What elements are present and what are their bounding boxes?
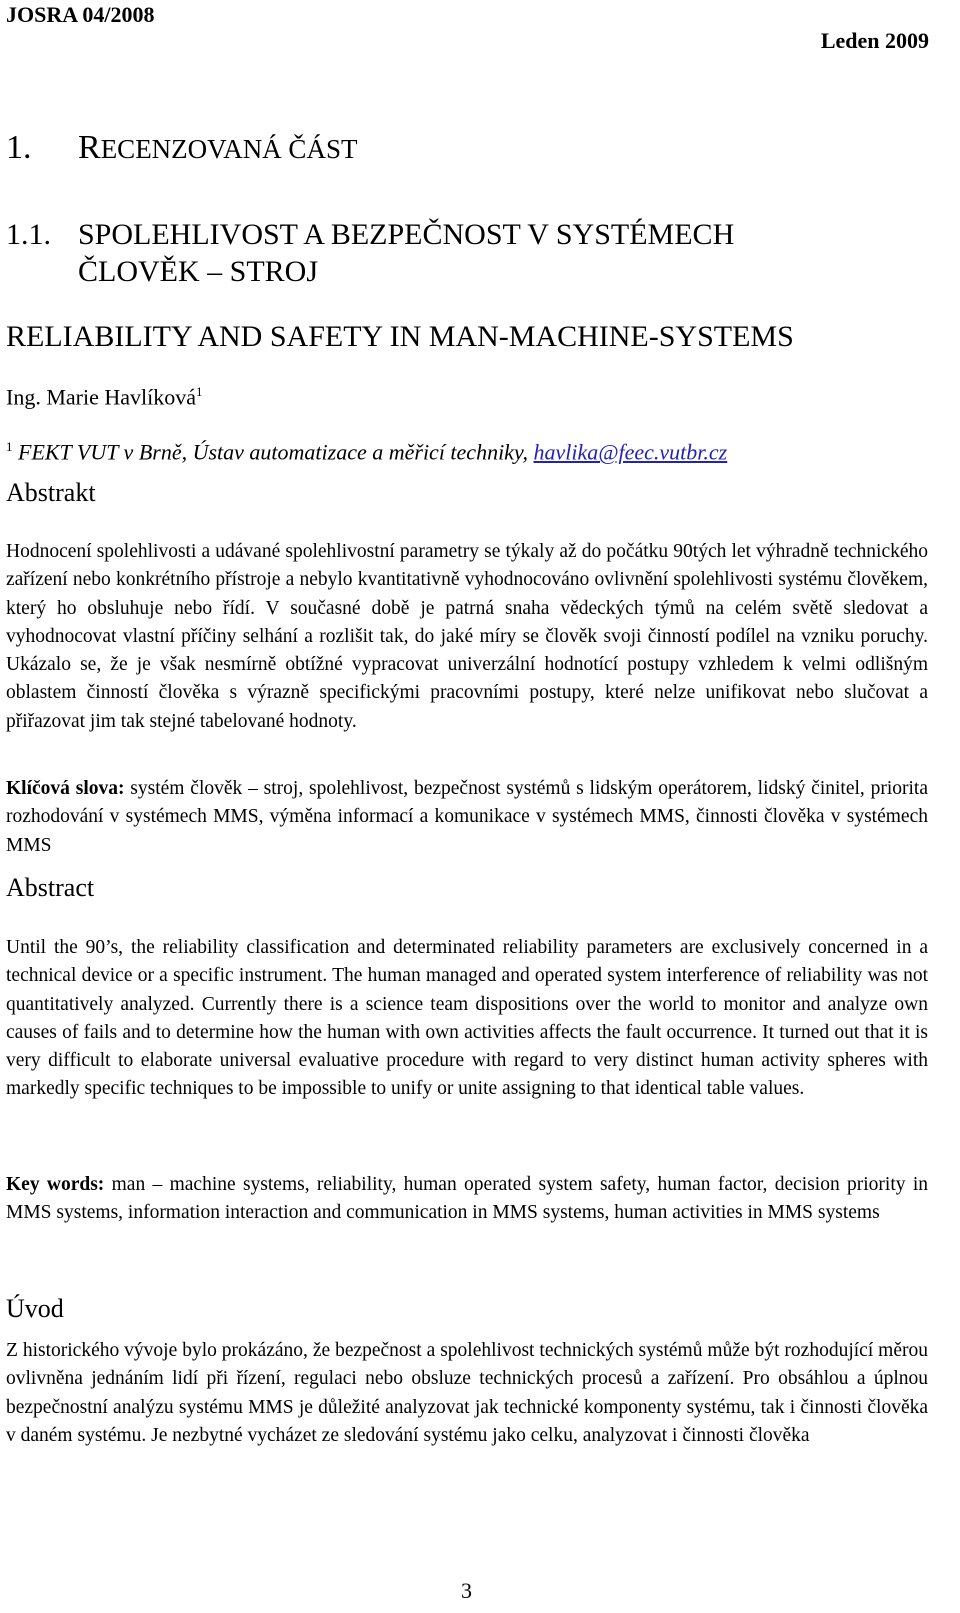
part-heading	[6, 126, 357, 171]
article-title	[6, 216, 734, 290]
key-words-label: Key words:	[6, 1174, 105, 1195]
journal-header: JOSRA 04/2008	[6, 2, 155, 27]
part-title-rest: ECENZOVANÁ ČÁST	[100, 134, 358, 164]
abstrakt-heading: Abstrakt	[6, 478, 96, 507]
author	[6, 378, 203, 411]
email-link[interactable]: havlika@feec.vutbr.cz	[533, 439, 728, 465]
uvod-heading: Úvod	[6, 1294, 64, 1323]
key-words	[6, 1171, 928, 1228]
abstrakt-text: Hodnocení spolehlivosti a udávané spolehlivostní parametry se týkaly až do počátku 90tých let výhradně technického zařízení nebo konkrétního přístroje a nebylo kvantitativně vyhodnocováno ovlivnění spolehlivosti systému člověkem, který ho obsluhuje nebo řídí. V současné době je patrná snaha vědeckých týmů na celém světě sledovat a vyhodnocovat vlastní příčiny selhání a rozlišit tak, do jaké míry se člověk svoji činností podílel na vzniku poruchy. Ukázalo se, že je však nesmírně obtížné vypracovat univerzální hodnotící postupy vzhledem k velmi odlišným oblastem činností člověka s výrazně specifickými pracovními postupy, které nelze unifikovat nebo slučovat a přiřazovat jim tak stejné tabelované hodnoty.	[6, 541, 928, 732]
article-title-line1: SPOLEHLIVOST A BEZPEČNOST V SYSTÉMECH	[78, 218, 735, 251]
author-superscript: 1	[196, 384, 203, 399]
abstract-text: Until the 90’s, the reliability classification and determinated reliability parameters are exclusively concerned in a technical device or a specific instrument. The human managed and operated system interference of reliability was not quantitatively analyzed. Currently there is a science team dispositions over the world to monitor and analyze own causes of fails and to determine how the human with own activities affects the fault occurrence. It turned out that it is very difficult to elaborate universal evaluative procedure with regard to very distinct human activity spheres with markedly specific techniques to be impossible to unify or unite assigning to that identical table values.	[6, 937, 928, 1100]
klicova-slova-label: Klíčová slova:	[6, 778, 125, 799]
affiliation-superscript: 1	[6, 439, 13, 454]
affiliation-text: FEKT VUT v Brně, Ústav automatizace a měřicí techniky,	[18, 439, 534, 465]
key-words-text: man – machine systems, reliability, human operated system safety, human factor, decision priority in MMS systems, information interaction and communication in MMS systems, human activities in MMS systems	[6, 1174, 928, 1224]
klicova-slova	[6, 775, 928, 860]
page-number: 3	[461, 1578, 472, 1603]
affiliation	[6, 432, 727, 467]
date-header: Leden 2009	[820, 28, 929, 53]
abstract-heading: Abstract	[6, 873, 95, 902]
part-title-initial: R	[78, 129, 101, 166]
author-name: Ing. Marie Havlíková	[6, 384, 196, 410]
uvod-text: Z historického vývoje bylo prokázáno, že bezpečnost a spolehlivost technických systémů může být rozhodující měrou ovlivněna jednáním lidí při řízení, regulaci nebo obsluze technických procesů a zařízení. Pro obsáhlou a úplnou bezpečnostní analýzu systému MMS je důležité analyzovat jak technické komponenty systému, tak i činnosti člověka v daném systému. Je nezbytné vycházet ze sledování systému jako celku, analyzovat i činnosti člověka	[6, 1340, 928, 1446]
article-title-line2: ČLOVĚK – STROJ	[78, 255, 319, 288]
part-number: 1.	[6, 129, 32, 166]
article-title-english: RELIABILITY AND SAFETY IN MAN-MACHINE-SYSTEMS	[6, 320, 794, 353]
article-number: 1.1.	[6, 218, 51, 251]
klicova-slova-text: systém člověk – stroj, spolehlivost, bezpečnost systémů s lidským operátorem, lidský činitel, priorita rozhodování v systémech MMS, výměna informací a komunikace v systémech MMS, činnosti člověka v systémech MMS	[6, 778, 928, 856]
